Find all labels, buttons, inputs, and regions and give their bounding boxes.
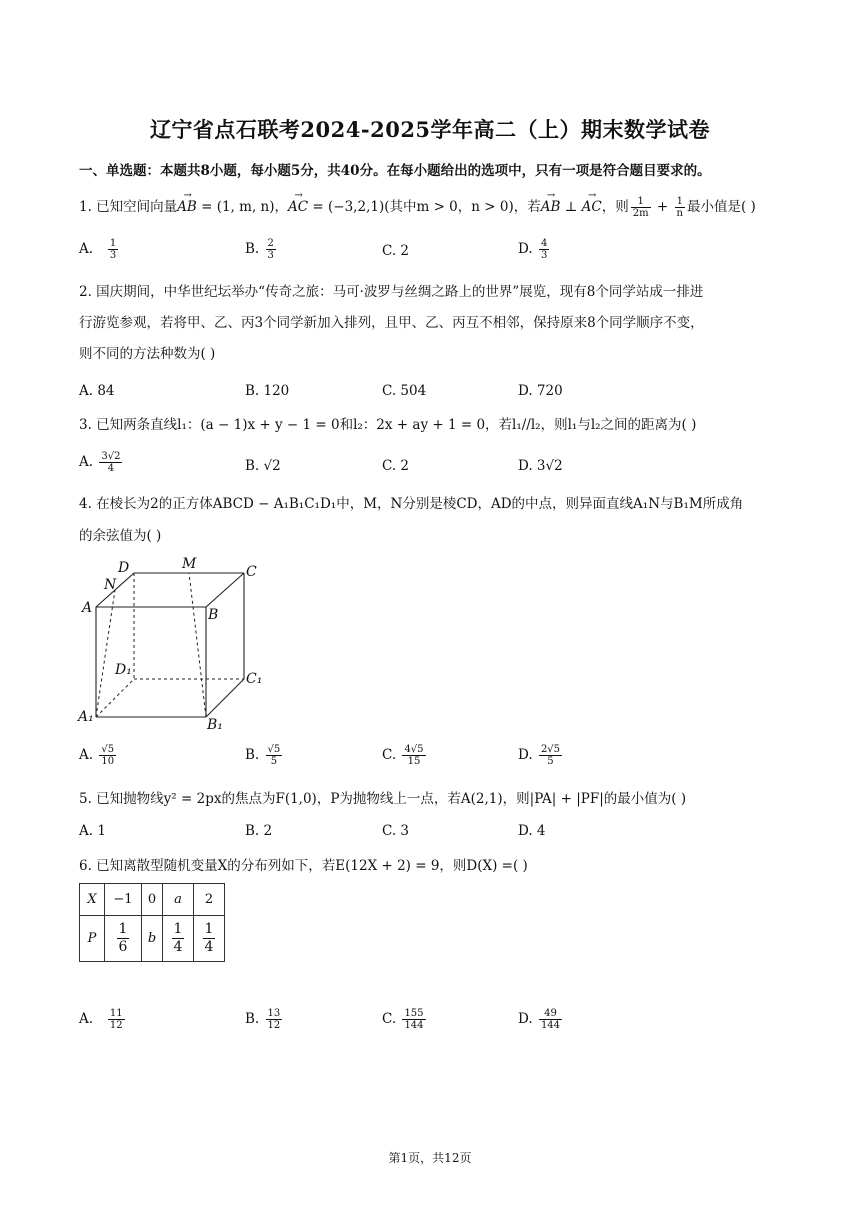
label-C: C bbox=[246, 564, 257, 580]
q1-option-a[interactable]: A. $\frac{1}{3}$ bbox=[79, 238, 117, 261]
question-4-line-2: 的余弦值为( ) bbox=[79, 528, 162, 544]
q4-option-c[interactable]: C. $\frac{4√5}{15}$ bbox=[382, 744, 424, 767]
segment-A1N bbox=[96, 590, 115, 717]
q2-option-b[interactable]: B. 120 bbox=[245, 383, 290, 399]
cell-x-4: 2 bbox=[194, 884, 225, 916]
label-B: B bbox=[208, 607, 219, 623]
edge-B1C1 bbox=[206, 679, 244, 717]
label-M: M bbox=[182, 556, 197, 572]
table-row-p bbox=[80, 916, 225, 962]
question-6: 6. 已知离散型随机变量X的分布列如下，若E(12X + 2) = 9，则D(X) =( ) bbox=[79, 858, 528, 874]
label-C1: C₁ bbox=[246, 671, 263, 687]
question-2-line-2: 行游览参观，若将甲、乙、丙3个同学新加入排列，且甲、乙、丙互不相邻，保持原来8个同学顺序不变， bbox=[79, 315, 704, 331]
distribution-table bbox=[79, 883, 225, 962]
page-footer: 第1页，共12页 bbox=[388, 1151, 472, 1165]
edge-A1D1 bbox=[96, 679, 134, 717]
cell-p-3: $\frac{1}{4}$ bbox=[163, 916, 194, 962]
q3-option-d[interactable]: D. 3√2 bbox=[518, 458, 563, 474]
q4-option-d[interactable]: D. $\frac{2√5}{5}$ bbox=[518, 744, 561, 767]
cell-x-1: −1 bbox=[105, 884, 142, 916]
q3-option-c[interactable]: C. 2 bbox=[382, 458, 410, 474]
cell-p-label: P bbox=[80, 916, 105, 962]
cube-diagram bbox=[74, 555, 274, 735]
q2-option-c[interactable]: C. 504 bbox=[382, 383, 427, 399]
q6-option-c[interactable]: C. $\frac{155}{144}$ bbox=[382, 1008, 424, 1031]
q5-option-b[interactable]: B. 2 bbox=[245, 823, 273, 839]
cell-x-2: 0 bbox=[142, 884, 163, 916]
section-heading: 一、单选题：本题共8小题，每小题5分，共40分。在每小题给出的选项中，只有一项是符合题目要求的。 bbox=[79, 163, 711, 179]
cell-x-3: a bbox=[163, 884, 194, 916]
label-D: D bbox=[118, 560, 130, 576]
label-D1: D₁ bbox=[115, 662, 132, 678]
q5-option-c[interactable]: C. 3 bbox=[382, 823, 410, 839]
label-B1: B₁ bbox=[207, 717, 223, 733]
cell-p-2: b bbox=[142, 916, 163, 962]
q1-option-b[interactable]: B. $\frac{2}{3}$ bbox=[245, 238, 274, 261]
label-A1: A₁ bbox=[78, 709, 94, 725]
label-N: N bbox=[104, 577, 117, 593]
q3-option-a[interactable]: A. $\frac{3√2}{4}$ bbox=[79, 451, 121, 474]
edge-BC bbox=[206, 573, 244, 607]
question-4-line-1: 4. 在棱长为2的正方体ABCD − A₁B₁C₁D₁中，M，N分别是棱CD，AD的中点，则异面直线A₁N与B₁M所成角 bbox=[79, 496, 744, 512]
q4-option-b[interactable]: B. $\frac{√5}{5}$ bbox=[245, 744, 281, 767]
q1-option-c[interactable]: C. 2 bbox=[382, 243, 410, 259]
q5-option-d[interactable]: D. 4 bbox=[518, 823, 546, 839]
page-title: 辽宁省点石联考2024-2025学年高二（上）期末数学试卷 bbox=[149, 117, 711, 142]
q4-option-a[interactable]: A. $\frac{√5}{10}$ bbox=[79, 744, 115, 767]
label-A: A bbox=[82, 600, 93, 616]
table-row-x bbox=[80, 884, 225, 916]
question-2-line-3: 则不同的方法种数为( ) bbox=[79, 346, 216, 362]
cell-x-label: X bbox=[80, 884, 105, 916]
q5-option-a[interactable]: A. 1 bbox=[79, 823, 106, 839]
q3-option-b[interactable]: B. √2 bbox=[245, 458, 281, 474]
q2-option-a[interactable]: A. 84 bbox=[79, 383, 115, 399]
question-2-line-1: 2. 国庆期间，中华世纪坛举办“传奇之旅：马可·波罗与丝绸之路上的世界”展览，现有8个同学站成一排进 bbox=[79, 284, 704, 300]
q6-option-d[interactable]: D. $\frac{49}{144}$ bbox=[518, 1008, 561, 1031]
cell-p-1: $\frac{1}{6}$ bbox=[105, 916, 142, 962]
q6-option-a[interactable]: A. $\frac{11}{12}$ bbox=[79, 1008, 123, 1031]
q2-option-d[interactable]: D. 720 bbox=[518, 383, 563, 399]
question-1: 1. 已知空间向量→ AB = (1, m, n)，→ AC = (−3,2,1)(其中m > 0，n > 0)，若→ AB ⊥ → AC，则 $\frac{1}{2m}$ + $\frac{1}{n}$ 最小值是( ) bbox=[79, 196, 756, 219]
question-3: 3. 已知两条直线l₁：(a − 1)x + y − 1 = 0和l₂：2x + ay + 1 = 0，若l₁//l₂，则l₁与l₂之间的距离为( ) bbox=[79, 417, 697, 433]
q6-option-b[interactable]: B. $\frac{13}{12}$ bbox=[245, 1008, 281, 1031]
cell-p-4: $\frac{1}{4}$ bbox=[194, 916, 225, 962]
segment-B1M bbox=[189, 573, 206, 717]
q1-option-d[interactable]: D. $\frac{4}{3}$ bbox=[518, 238, 548, 261]
question-5: 5. 已知抛物线y² = 2px的焦点为F(1,0)，P为抛物线上一点，若A(2,1)，则|PA| + |PF|的最小值为( ) bbox=[79, 791, 687, 807]
